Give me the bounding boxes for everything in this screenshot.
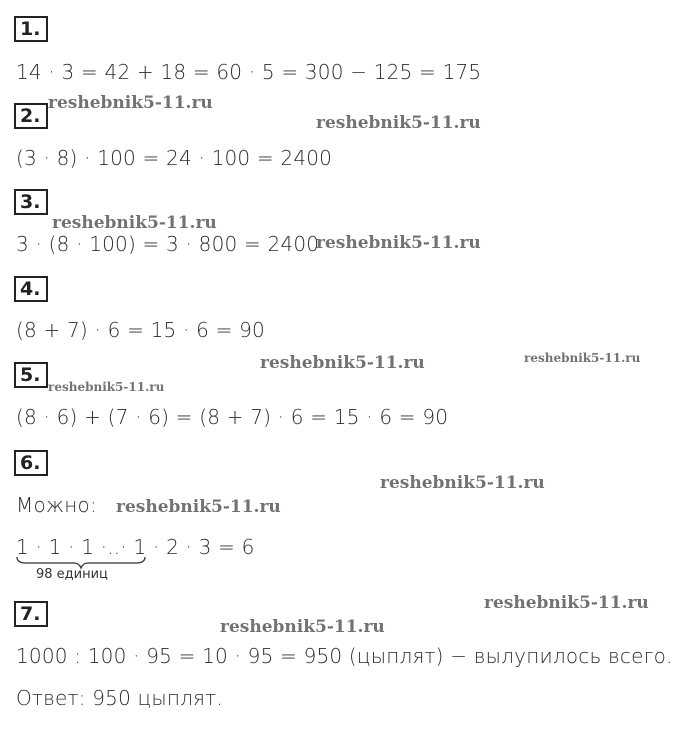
task-6-ones: 1 · 1 · 1 ·..· 1 bbox=[16, 535, 147, 559]
watermark: reshebnik5-11.ru bbox=[260, 353, 425, 373]
watermark: reshebnik5-11.ru bbox=[48, 380, 165, 394]
task-number-3: 3. bbox=[14, 189, 48, 215]
task-2-solution: (3 · 8) · 100 = 24 · 100 = 2400 bbox=[16, 146, 333, 170]
task-number-5: 5. bbox=[14, 362, 48, 388]
task-number-1: 1. bbox=[14, 16, 48, 42]
watermark: reshebnik5-11.ru bbox=[220, 617, 385, 637]
watermark: reshebnik5-11.ru bbox=[52, 213, 217, 233]
watermark: reshebnik5-11.ru bbox=[48, 93, 213, 113]
watermark: reshebnik5-11.ru bbox=[484, 593, 649, 613]
watermark: reshebnik5-11.ru bbox=[380, 473, 545, 493]
task-6-intro: Можно: bbox=[16, 493, 97, 517]
brace-label: 98 единиц bbox=[36, 567, 108, 582]
task-6-rest: · 2 · 3 = 6 bbox=[146, 535, 255, 559]
task-7-solution: 1000 : 100 · 95 = 10 · 95 = 950 (цыплят) − вылупилось всего. bbox=[16, 644, 673, 668]
task-7-answer: Ответ: 950 цыплят. bbox=[16, 686, 223, 710]
task-5-solution: (8 · 6) + (7 · 6) = (8 + 7) · 6 = 15 · 6 = 90 bbox=[16, 405, 449, 429]
task-number-6: 6. bbox=[14, 450, 48, 476]
watermark: reshebnik5-11.ru bbox=[316, 233, 481, 253]
task-number-7: 7. bbox=[14, 601, 48, 627]
watermark: reshebnik5-11.ru bbox=[116, 497, 281, 517]
task-3-solution: 3 · (8 · 100) = 3 · 800 = 2400 bbox=[16, 232, 320, 256]
watermark: reshebnik5-11.ru bbox=[316, 113, 481, 133]
watermark: reshebnik5-11.ru bbox=[524, 351, 641, 365]
task-1-solution: 14 · 3 = 42 + 18 = 60 · 5 = 300 − 125 = 175 bbox=[16, 60, 482, 84]
task-number-4: 4. bbox=[14, 276, 48, 302]
task-number-2: 2. bbox=[14, 103, 48, 129]
task-4-solution: (8 + 7) · 6 = 15 · 6 = 90 bbox=[16, 318, 265, 342]
